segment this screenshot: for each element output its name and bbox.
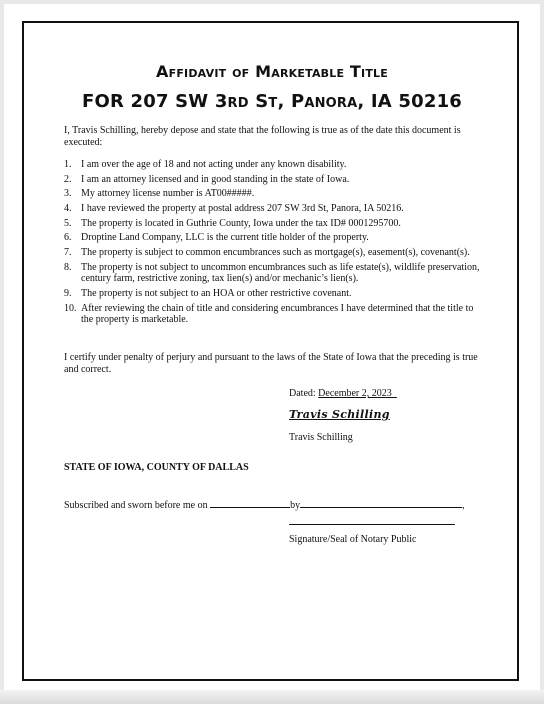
dated-line bbox=[289, 388, 397, 399]
state-county-heading: STATE OF IOWA, COUNTY OF DALLAS bbox=[64, 462, 249, 473]
list-item bbox=[64, 303, 484, 326]
list-item bbox=[64, 174, 484, 186]
signer-name: Travis Schilling bbox=[289, 432, 353, 443]
item-text: I have reviewed the property at postal address 207 SW 3rd St, Panora, IA 50216. bbox=[81, 203, 404, 215]
intro-paragraph: I, Travis Schilling, hereby depose and state that the following is true as of the date this document is executed: bbox=[64, 125, 461, 148]
sworn-line bbox=[64, 498, 465, 511]
list-item bbox=[64, 288, 484, 300]
item-number: 1. bbox=[64, 159, 72, 170]
item-text: I am an attorney licensed and in good standing in the state of Iowa. bbox=[81, 173, 350, 185]
item-number: 5. bbox=[64, 217, 72, 229]
dated-label: Dated: bbox=[289, 388, 316, 399]
notary-name-blank-field[interactable] bbox=[300, 498, 462, 508]
list-item bbox=[64, 232, 484, 244]
page-border bbox=[22, 21, 519, 681]
sworn-text: Subscribed and sworn before me on bbox=[64, 500, 208, 511]
item-text: My attorney license number is AT00#####. bbox=[81, 188, 255, 200]
list-item bbox=[64, 188, 484, 200]
item-text: I am over the age of 18 and not acting under any known disability. bbox=[81, 159, 347, 170]
trailing-comma: , bbox=[462, 500, 465, 511]
list-item bbox=[64, 203, 484, 215]
item-text: The property is not subject to uncommon encumbrances such as life estate(s), wildlife preservation, century farm, restrictive zoning, tax lien(s) and/or mechanic’s lien(s). bbox=[81, 261, 480, 285]
item-text: After reviewing the chain of title and considering encumbrances I have determined that the title to the property is marketable. bbox=[81, 302, 474, 326]
list-item bbox=[64, 262, 484, 285]
item-number: 2. bbox=[64, 173, 72, 185]
handwritten-signature: Travis Schilling bbox=[289, 408, 390, 421]
item-number: 9. bbox=[64, 288, 72, 299]
item-text: The property is located in Guthrie County, Iowa under the tax ID# 0001295700. bbox=[81, 217, 401, 229]
list-item bbox=[64, 247, 484, 259]
item-number: 6. bbox=[64, 232, 72, 244]
date-blank-field[interactable] bbox=[210, 498, 290, 508]
item-number: 8. bbox=[64, 261, 72, 273]
list-item bbox=[64, 218, 484, 230]
item-text: Droptine Land Company, LLC is the current title holder of the property. bbox=[81, 232, 369, 244]
item-number: 3. bbox=[64, 188, 72, 200]
item-text: The property is subject to common encumbrances such as mortgage(s), easement(s), covenant(s). bbox=[81, 247, 470, 259]
page-bottom-edge bbox=[0, 690, 544, 704]
document-title: Affidavit of Marketable Title bbox=[156, 62, 388, 81]
by-text: by bbox=[290, 500, 301, 511]
item-number: 10. bbox=[64, 302, 77, 314]
certification-paragraph: I certify under penalty of perjury and pursuant to the laws of the State of Iowa that the preceding is true and correct. bbox=[64, 352, 478, 375]
dated-value: December 2, 2023_ bbox=[318, 388, 397, 399]
statement-list bbox=[64, 159, 484, 329]
notary-signature-label: Signature/Seal of Notary Public bbox=[289, 534, 417, 545]
item-text: The property is not subject to an HOA or other restrictive covenant. bbox=[81, 288, 352, 299]
item-number: 7. bbox=[64, 247, 72, 259]
list-item bbox=[64, 159, 484, 171]
document-subtitle-address: FOR 207 SW 3rd St, Panora, IA 50216 bbox=[81, 91, 463, 112]
item-number: 4. bbox=[64, 203, 72, 215]
notary-signature-line[interactable] bbox=[289, 524, 455, 525]
